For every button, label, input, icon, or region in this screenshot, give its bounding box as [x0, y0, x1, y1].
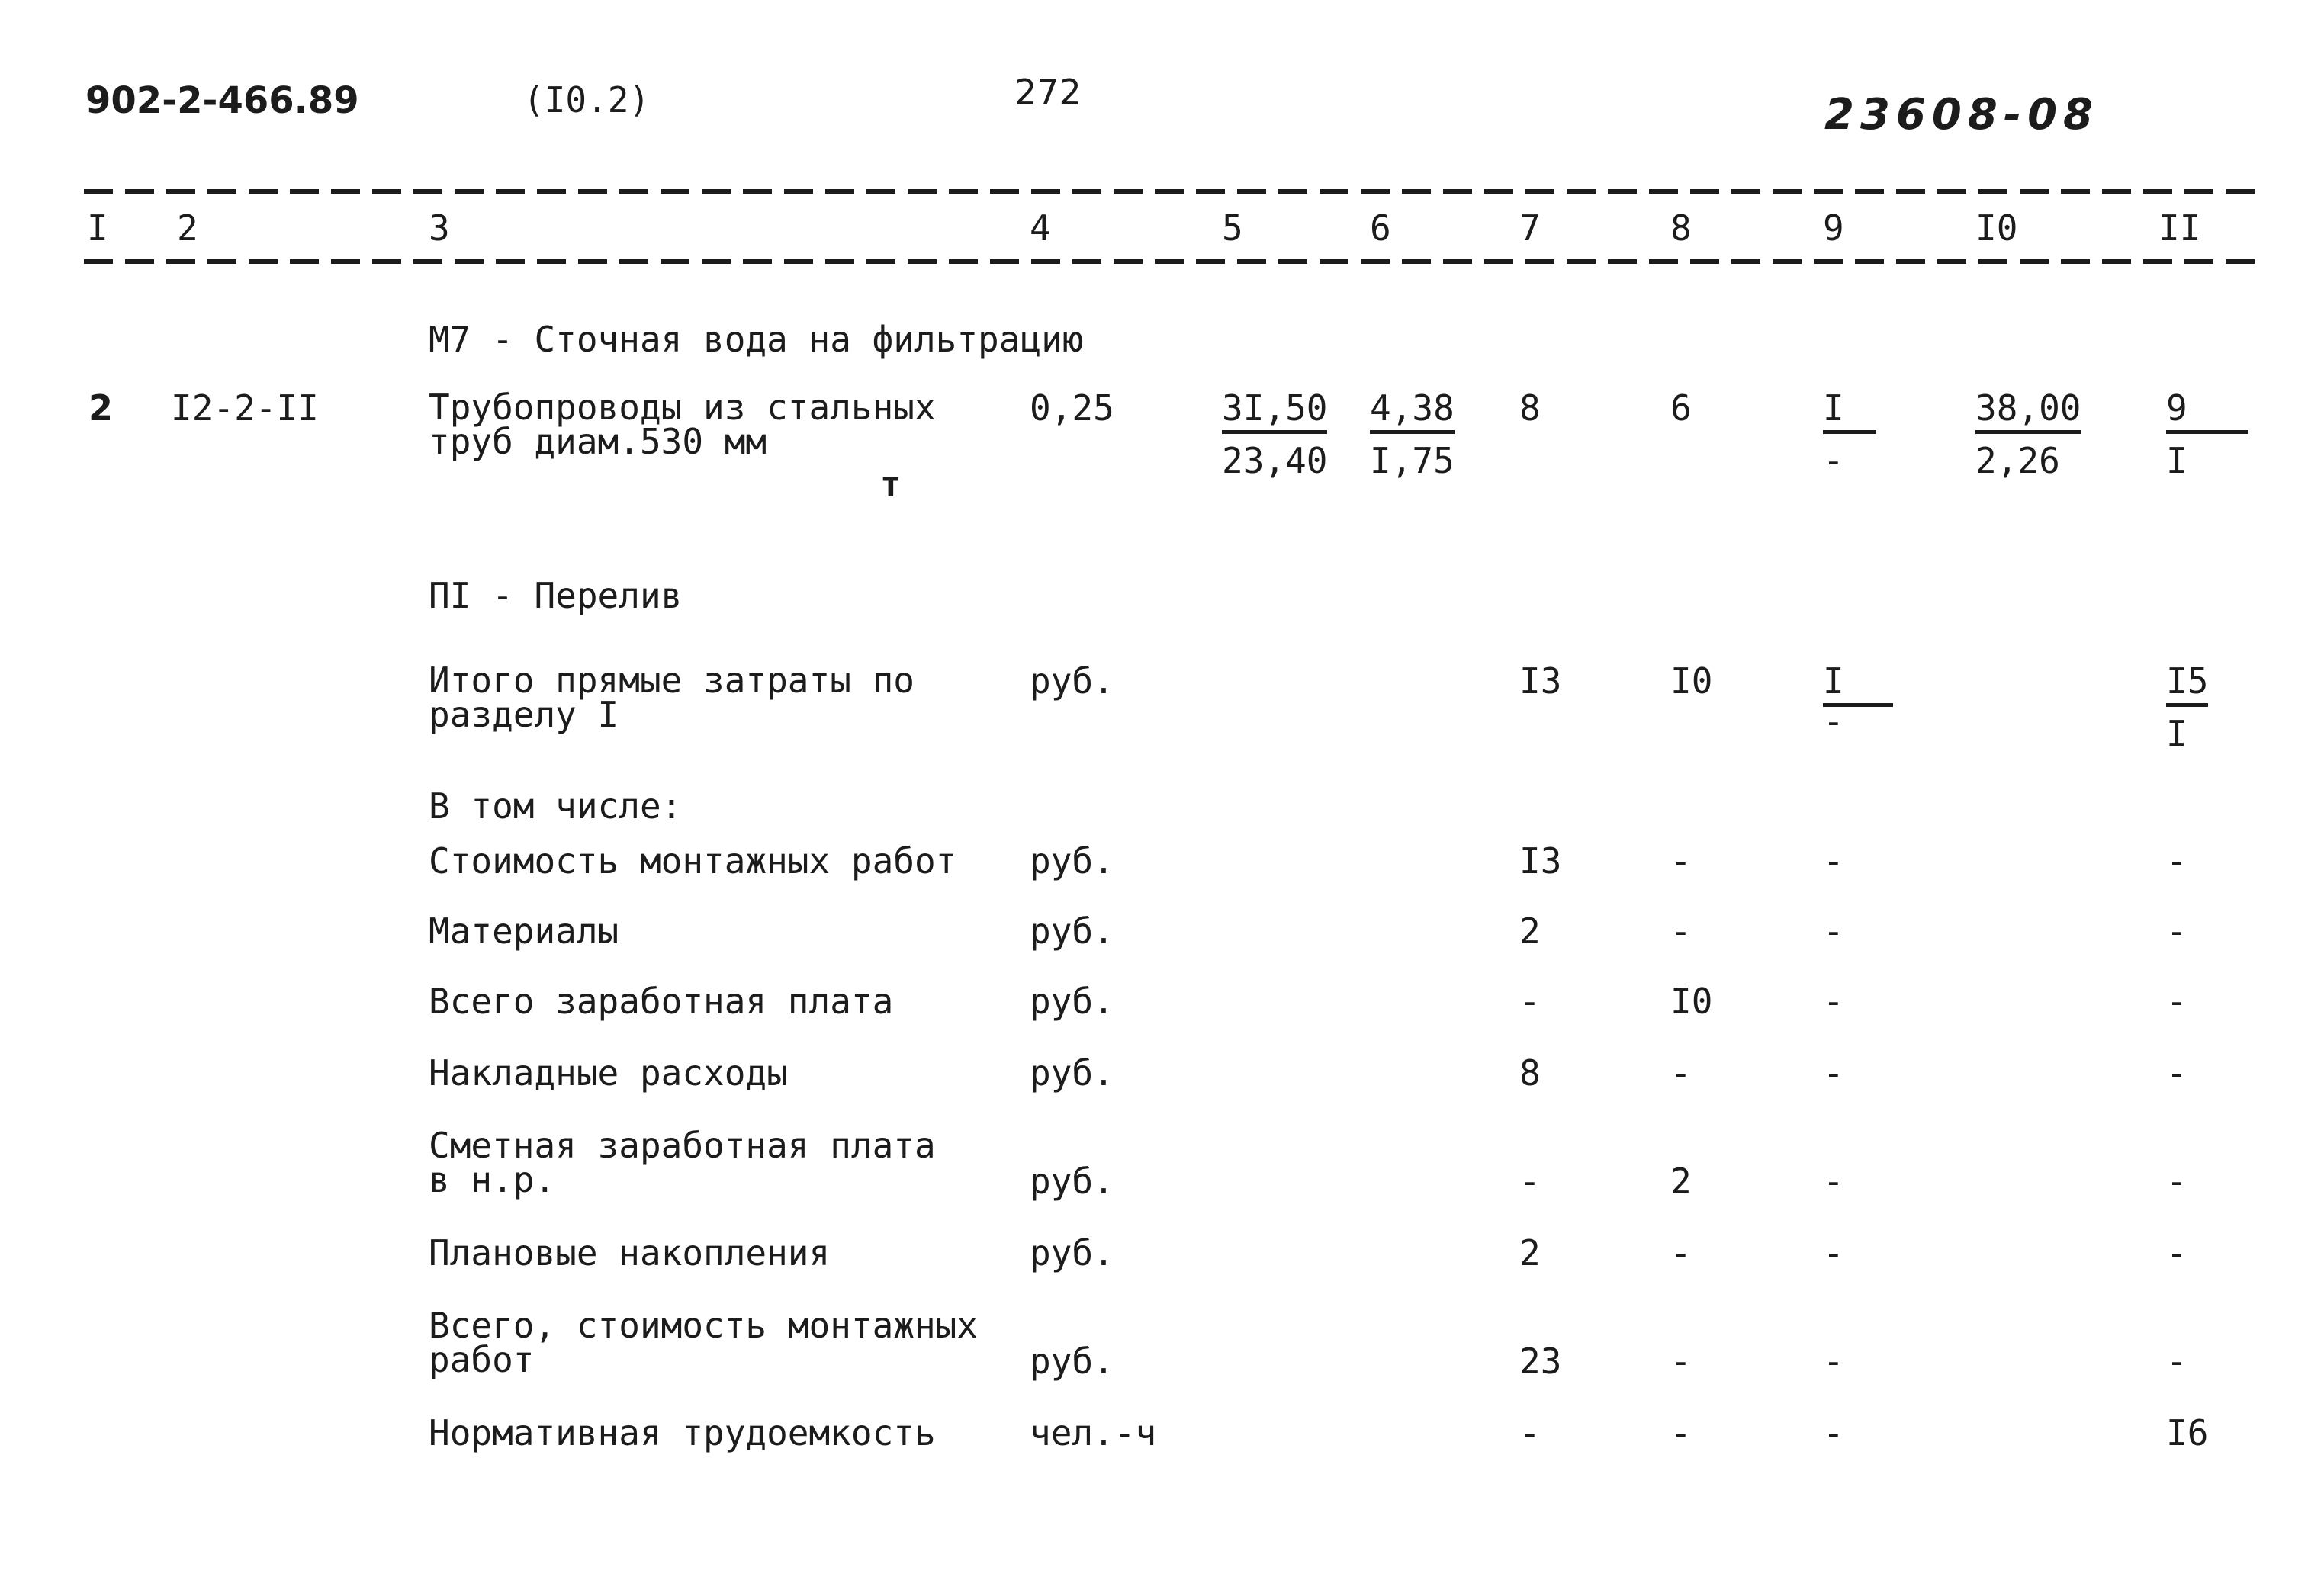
- section-p1-title: ПI - Перелив: [429, 575, 683, 616]
- row-col11: -: [2166, 1232, 2187, 1273]
- total-col9-top: I: [1823, 663, 1893, 707]
- item-unit-note: т: [880, 464, 902, 505]
- item-code: I2-2-II: [171, 387, 319, 429]
- row-col9: -: [1823, 1341, 1844, 1382]
- col-header-5: 5: [1222, 207, 1243, 249]
- item-name: [429, 387, 936, 463]
- row-col8: -: [1670, 1232, 1692, 1273]
- row-col7: 2: [1519, 911, 1541, 952]
- item-num: 2: [88, 387, 114, 429]
- total-unit: руб.: [1030, 660, 1114, 702]
- item-name-line1: Трубопроводы из стальных: [429, 387, 936, 428]
- col-header-11: II: [2158, 207, 2201, 249]
- row-col7: -: [1519, 1412, 1541, 1453]
- row-col9: -: [1823, 840, 1844, 882]
- section-number: (I0.2): [523, 79, 651, 120]
- item-col9-bottom: -: [1823, 440, 1844, 481]
- row-col9: -: [1823, 1232, 1844, 1273]
- row-label-line2: работ: [429, 1339, 535, 1381]
- row-unit: руб.: [1030, 981, 1114, 1022]
- row-col8: -: [1670, 1341, 1692, 1382]
- item-col10: [1975, 387, 2081, 481]
- page-number: 272: [1014, 72, 1082, 113]
- row-col8: -: [1670, 1052, 1692, 1094]
- header-rule-bottom: [84, 259, 2265, 264]
- row-col7: 23: [1519, 1341, 1562, 1382]
- row-col7: -: [1519, 981, 1541, 1022]
- col-header-6: 6: [1370, 207, 1391, 249]
- row-col8: -: [1670, 840, 1692, 882]
- row-label: Плановые накопления: [429, 1232, 831, 1273]
- row-label-line1: Сметная заработная плата: [429, 1125, 936, 1166]
- row-col11: -: [2166, 1052, 2187, 1094]
- item-col6-bottom: I,75: [1370, 440, 1455, 481]
- col-header-2: 2: [177, 207, 198, 249]
- total-col8: I0: [1670, 660, 1713, 702]
- col-header-1: I: [87, 207, 108, 249]
- row-label: Стоимость монтажных работ: [429, 840, 957, 882]
- item-qty: 0,25: [1030, 387, 1114, 429]
- doc-code: 902-2-466.89: [85, 79, 359, 122]
- handwritten-code: 23608-08: [1824, 90, 2099, 140]
- col-header-7: 7: [1519, 207, 1541, 249]
- including-label: В том числе:: [429, 785, 683, 827]
- row-label: Материалы: [429, 911, 619, 952]
- item-col6: [1370, 387, 1455, 481]
- item-col11-bottom: I: [2166, 440, 2187, 481]
- row-unit: руб.: [1030, 911, 1114, 952]
- row-col9: -: [1823, 981, 1844, 1022]
- row-col7: -: [1519, 1161, 1541, 1202]
- item-col10-bottom: 2,26: [1975, 440, 2060, 481]
- row-col11: -: [2166, 911, 2187, 952]
- total-label-line2: разделу I: [429, 694, 619, 736]
- item-col10-top: 38,00: [1975, 390, 2081, 434]
- row-label: [429, 1125, 936, 1201]
- row-unit: руб.: [1030, 1341, 1114, 1382]
- total-col9: [1823, 660, 1893, 742]
- row-col8: 2: [1670, 1161, 1692, 1202]
- row-col11: -: [2166, 1341, 2187, 1382]
- row-label: Всего заработная плата: [429, 981, 894, 1022]
- item-name-line2: труб диам.530 мм: [429, 421, 767, 463]
- item-col11: [2166, 387, 2248, 481]
- item-col7: 8: [1519, 387, 1541, 429]
- row-label: [429, 1305, 979, 1381]
- section-m7-title: M7 - Сточная вода на фильтрацию: [429, 319, 1084, 360]
- row-unit: руб.: [1030, 1161, 1114, 1202]
- item-col9: [1823, 387, 1876, 481]
- row-col8: -: [1670, 1412, 1692, 1453]
- row-unit: руб.: [1030, 1052, 1114, 1094]
- row-label: Накладные расходы: [429, 1052, 788, 1094]
- row-label: Нормативная трудоемкость: [429, 1412, 936, 1453]
- total-col11-top: I5: [2166, 663, 2208, 707]
- row-col7: 8: [1519, 1052, 1541, 1094]
- total-label: [429, 660, 914, 736]
- item-col8: 6: [1670, 387, 1692, 429]
- total-col11-bottom: I: [2166, 713, 2187, 754]
- row-col7: I3: [1519, 840, 1562, 882]
- row-label-line1: Всего, стоимость монтажных: [429, 1305, 979, 1346]
- col-header-8: 8: [1670, 207, 1692, 249]
- row-col7: 2: [1519, 1232, 1541, 1273]
- item-col6-top: 4,38: [1370, 390, 1455, 434]
- row-unit: руб.: [1030, 1232, 1114, 1273]
- col-header-10: I0: [1975, 207, 2018, 249]
- row-unit: руб.: [1030, 840, 1114, 882]
- total-col7: I3: [1519, 660, 1562, 702]
- item-col11-top: 9: [2166, 390, 2248, 434]
- item-col5-bottom: 23,40: [1222, 440, 1328, 481]
- row-col9: -: [1823, 1161, 1844, 1202]
- header-rule-top: [84, 189, 2265, 194]
- total-col11: [2166, 660, 2209, 754]
- row-col11: -: [2166, 1161, 2187, 1202]
- item-col5: [1222, 387, 1328, 481]
- row-col9: -: [1823, 1052, 1844, 1094]
- item-col5-top: 3I,50: [1222, 390, 1327, 434]
- row-col9: -: [1823, 911, 1844, 952]
- total-label-line1: Итого прямые затраты по: [429, 660, 914, 701]
- row-col8: I0: [1670, 981, 1713, 1022]
- row-label-line2: в н.р.: [429, 1159, 556, 1201]
- item-col9-top: I: [1823, 390, 1876, 434]
- row-col11: I6: [2166, 1412, 2209, 1453]
- row-col11: -: [2166, 840, 2187, 882]
- col-header-9: 9: [1823, 207, 1844, 249]
- col-header-3: 3: [429, 207, 450, 249]
- col-header-4: 4: [1030, 207, 1051, 249]
- row-col8: -: [1670, 911, 1692, 952]
- row-unit: чел.-ч: [1030, 1412, 1157, 1453]
- row-col9: -: [1823, 1412, 1844, 1453]
- total-col9-bottom: -: [1823, 701, 1844, 742]
- row-col11: -: [2166, 981, 2187, 1022]
